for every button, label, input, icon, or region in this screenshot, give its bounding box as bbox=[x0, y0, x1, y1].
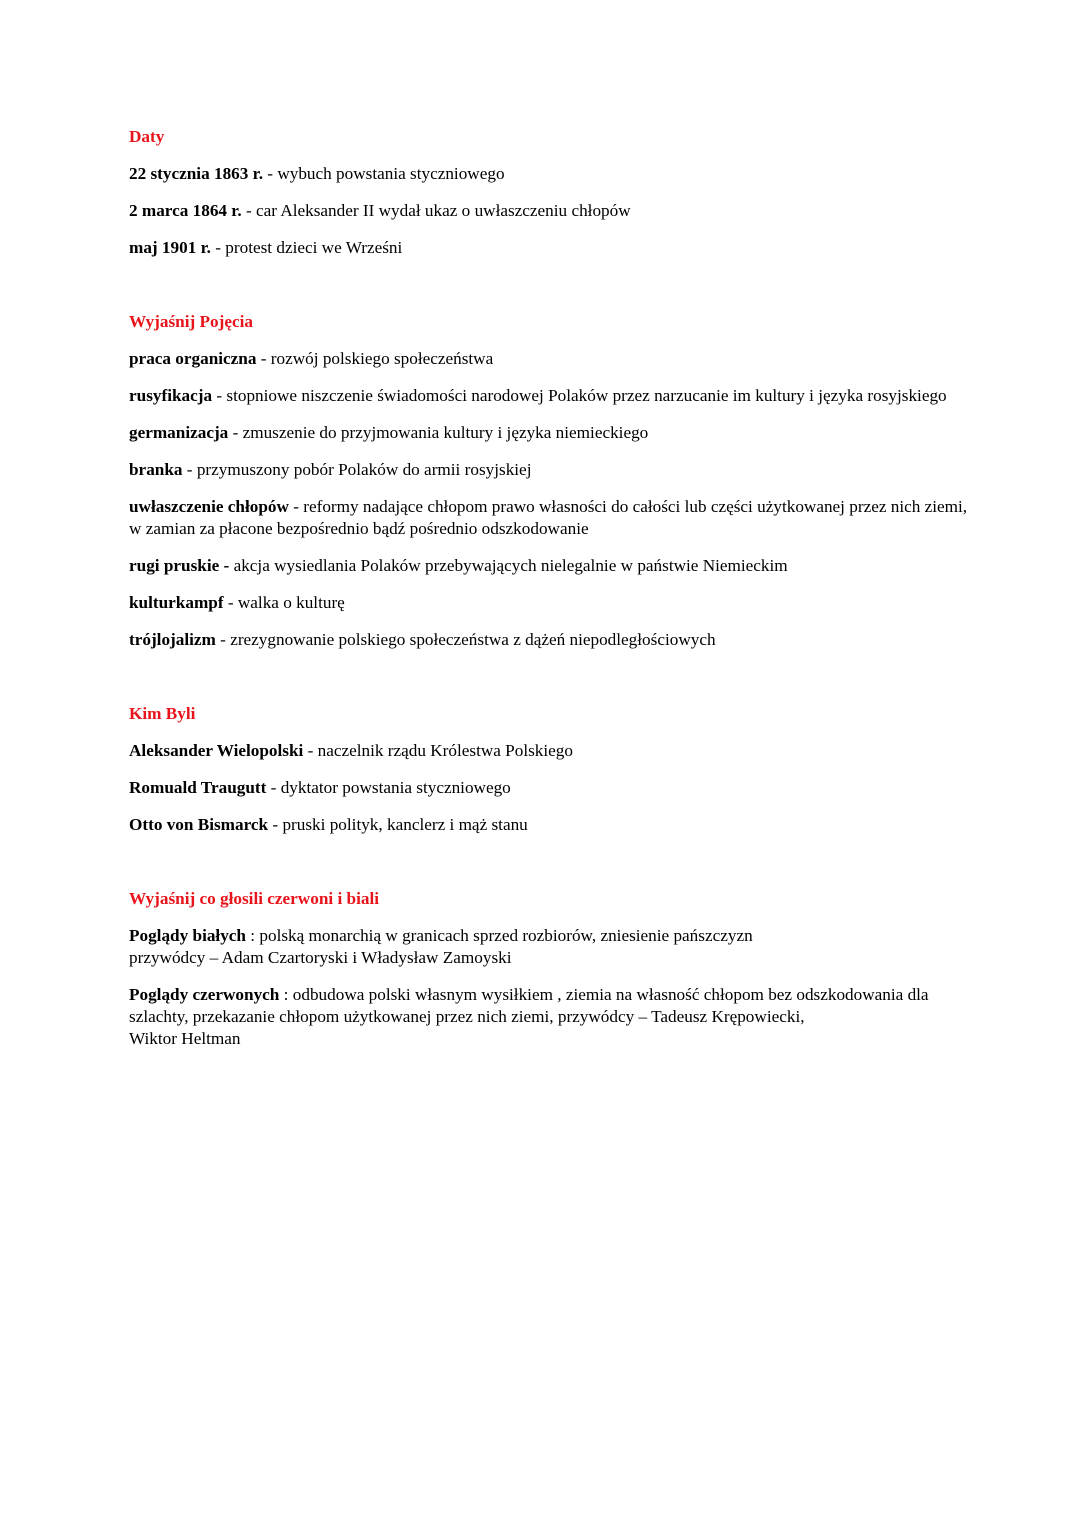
entry-term: kulturkampf bbox=[129, 593, 224, 612]
entry-text: naczelnik rządu Królestwa Polskiego bbox=[317, 741, 573, 760]
entry-separator: - bbox=[256, 349, 271, 368]
section-concepts bbox=[129, 311, 969, 651]
entry-text: rozwój polskiego społeczeństwa bbox=[270, 349, 494, 368]
entry-term: rusyfikacja bbox=[129, 386, 213, 405]
concept-entry bbox=[129, 422, 969, 444]
concept-entry bbox=[129, 496, 969, 540]
views-entry-whites bbox=[129, 925, 969, 969]
date-entry bbox=[129, 237, 969, 259]
date-entry bbox=[129, 200, 969, 222]
entry-separator: - bbox=[210, 238, 226, 257]
entry-term: maj 1901 r. bbox=[129, 238, 211, 257]
entry-text: reformy nadające chłopom prawo własności do całości lub części użytkowanej przez nich ziemi, w zamian za płacone bezpośrednio bądź pośrednio odszkodowanie bbox=[129, 497, 968, 538]
entry-term: Poglądy czerwonych bbox=[129, 985, 280, 1004]
entry-separator: - bbox=[212, 386, 227, 405]
entry-text: akcja wysiedlania Polaków przebywających nielegalnie w państwie Niemieckim bbox=[233, 556, 788, 575]
entry-separator: : bbox=[279, 985, 293, 1004]
entry-text: dyktator powstania styczniowego bbox=[280, 778, 511, 797]
entry-term: Romuald Traugutt bbox=[129, 778, 267, 797]
entry-text: protest dzieci we Wrześni bbox=[225, 238, 403, 257]
entry-separator: - bbox=[263, 164, 278, 183]
entry-term: germanizacja bbox=[129, 423, 229, 442]
person-entry bbox=[129, 777, 969, 799]
entry-text: przymuszony pobór Polaków do armii rosyjskiej bbox=[196, 460, 532, 479]
entry-text: car Aleksander II wydał ukaz o uwłaszczeniu chłopów bbox=[256, 201, 631, 220]
person-entry bbox=[129, 740, 969, 762]
section-heading: Kim Byli bbox=[129, 704, 196, 723]
entry-term: 22 stycznia 1863 r. bbox=[129, 164, 263, 183]
entry-term: uwłaszczenie chłopów bbox=[129, 497, 289, 516]
views-entry-reds bbox=[129, 984, 969, 1050]
entry-text: zrezygnowanie polskiego społeczeństwa z dążeń niepodległościowych bbox=[230, 630, 716, 649]
entry-term: 2 marca 1864 r. bbox=[129, 201, 242, 220]
concept-entry bbox=[129, 592, 969, 614]
section-heading: Daty bbox=[129, 127, 165, 146]
entry-text: pruski polityk, kanclerz i mąż stanu bbox=[282, 815, 528, 834]
concept-entry bbox=[129, 555, 969, 577]
entry-text: zmuszenie do przyjmowania kultury i języka niemieckiego bbox=[242, 423, 649, 442]
entry-text-line2: Wiktor Heltman bbox=[129, 1029, 241, 1048]
section-dates bbox=[129, 126, 969, 259]
section-views bbox=[129, 888, 969, 1050]
entry-separator: - bbox=[303, 741, 318, 760]
concept-entry bbox=[129, 385, 969, 407]
entry-separator: - bbox=[268, 815, 283, 834]
entry-text: walka o kulturę bbox=[237, 593, 345, 612]
section-heading: Wyjaśnij co głosili czerwoni i biali bbox=[129, 889, 379, 908]
entry-separator: - bbox=[228, 423, 243, 442]
entry-separator: : bbox=[246, 926, 260, 945]
concept-entry bbox=[129, 629, 969, 651]
entry-term: Poglądy białych bbox=[129, 926, 246, 945]
entry-term: Aleksander Wielopolski bbox=[129, 741, 304, 760]
entry-term: branka bbox=[129, 460, 183, 479]
entry-separator: - bbox=[266, 778, 281, 797]
section-people bbox=[129, 703, 969, 836]
entry-term: trójlojalizm bbox=[129, 630, 216, 649]
entry-term: rugi pruskie - bbox=[129, 556, 230, 575]
person-entry bbox=[129, 814, 969, 836]
entry-term: praca organiczna bbox=[129, 349, 257, 368]
entry-separator: - bbox=[223, 593, 238, 612]
entry-text: polską monarchią w granicach sprzed rozbiorów, zniesienie pańszczyzn bbox=[259, 926, 753, 945]
entry-text: stopniowe niszczenie świadomości narodowej Polaków przez narzucanie im kultury i języka rosyjskiego bbox=[226, 386, 947, 405]
entry-separator: - bbox=[241, 201, 256, 220]
entry-term: Otto von Bismarck bbox=[129, 815, 269, 834]
entry-separator: - bbox=[215, 630, 231, 649]
concept-entry bbox=[129, 459, 969, 481]
date-entry bbox=[129, 163, 969, 185]
section-heading: Wyjaśnij Pojęcia bbox=[129, 312, 253, 331]
entry-text: odbudowa polski własnym wysiłkiem , ziemia na własność chłopom bez odszkodowania dla szlachty, przekazanie chłopom użytkowanej przez nich ziemi, przywódcy – Tadeusz Krępowiecki, bbox=[129, 985, 929, 1026]
entry-text-line2: przywódcy – Adam Czartoryski i Władysław Zamoyski bbox=[129, 948, 512, 967]
entry-text: wybuch powstania styczniowego bbox=[277, 164, 505, 183]
document-content bbox=[129, 126, 969, 1102]
entry-separator: - bbox=[182, 460, 197, 479]
entry-separator: - bbox=[288, 497, 304, 516]
concept-entry bbox=[129, 348, 969, 370]
